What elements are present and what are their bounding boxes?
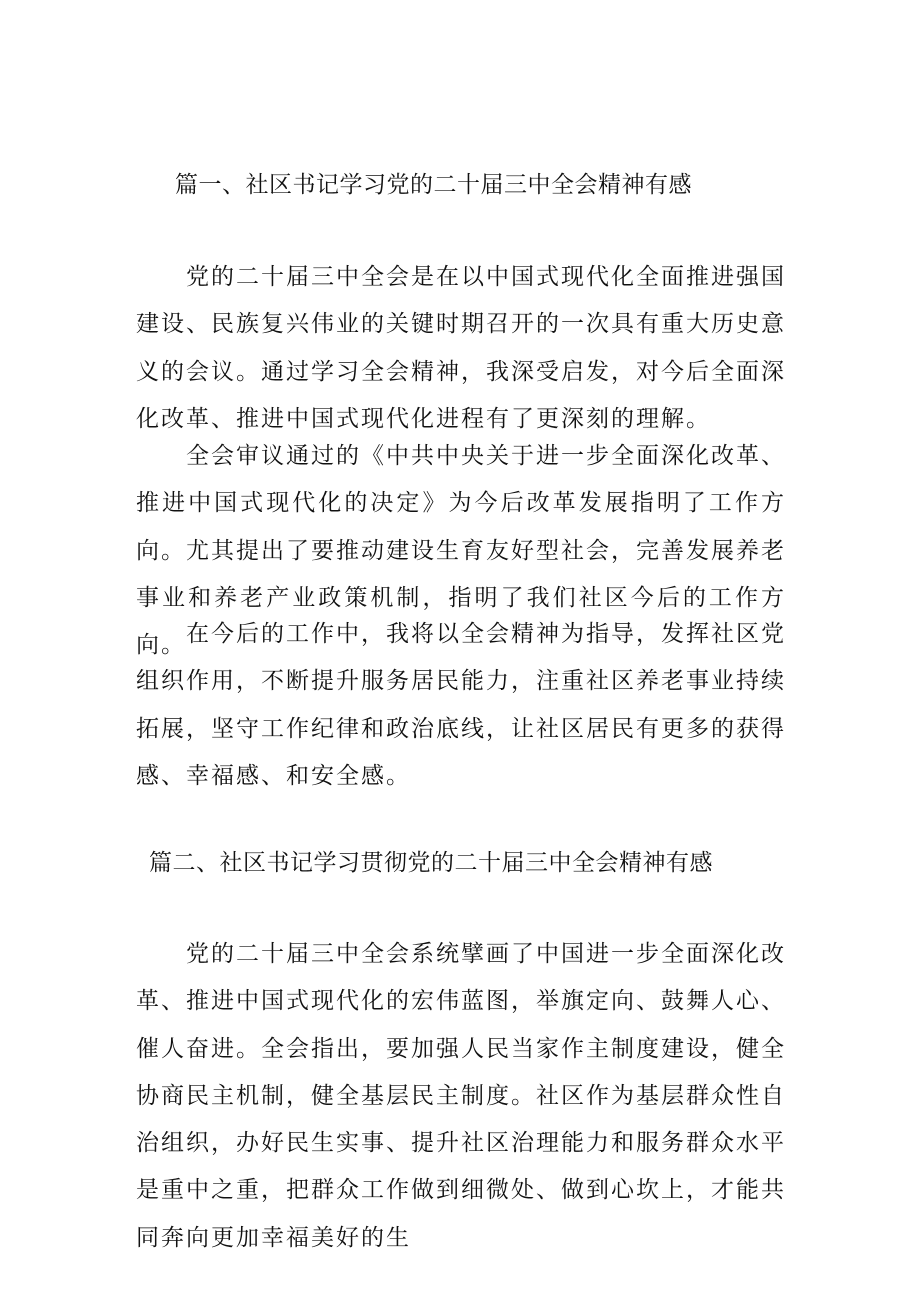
section-1-paragraph-1: 党的二十届三中全会是在以中国式现代化全面推进强国建设、民族复兴伟业的关键时期召开的一次具有重大历史意义的会议。通过学习全会精神，我深受启发，对今后全面深化改革、推进中国式现代化进程有了更深刻的理解。: [136, 264, 786, 432]
section-2-paragraph-1: 党的二十届三中全会系统擘画了中国进一步全面深化改革、推进中国式现代化的宏伟蓝图，举旗定向、鼓舞人心、催人奋进。全会指出，要加强人民当家作主制度建设，健全协商民主机制，健全基层民主制度。社区作为基层群众性自治组织，办好民生实事、提升社区治理能力和服务群众水平是重中之重，把群众工作做到细微处、做到心坎上，才能共同奔向更加幸福美好的生: [136, 941, 786, 1251]
section-1-paragraph-3: 在今后的工作中，我将以全会精神为指导，发挥社区党组织作用，不断提升服务居民能力，注重社区养老事业持续拓展，坚守工作纪律和政治底线，让社区居民有更多的获得感、幸福感、和安全感。: [136, 621, 786, 789]
section-1-title: 篇一、社区书记学习党的二十届三中全会精神有感: [175, 172, 692, 198]
section-2-title: 篇二、社区书记学习贯彻党的二十届三中全会精神有感: [149, 850, 713, 876]
section-1-paragraph-2: 全会审议通过的《中共中央关于进一步全面深化改革、推进中国式现代化的决定》为今后改革发展指明了工作方向。尤其提出了要推动建设生育友好型社会，完善发展养老事业和养老产业政策机制，指明了我们社区今后的工作方向。: [136, 443, 786, 659]
